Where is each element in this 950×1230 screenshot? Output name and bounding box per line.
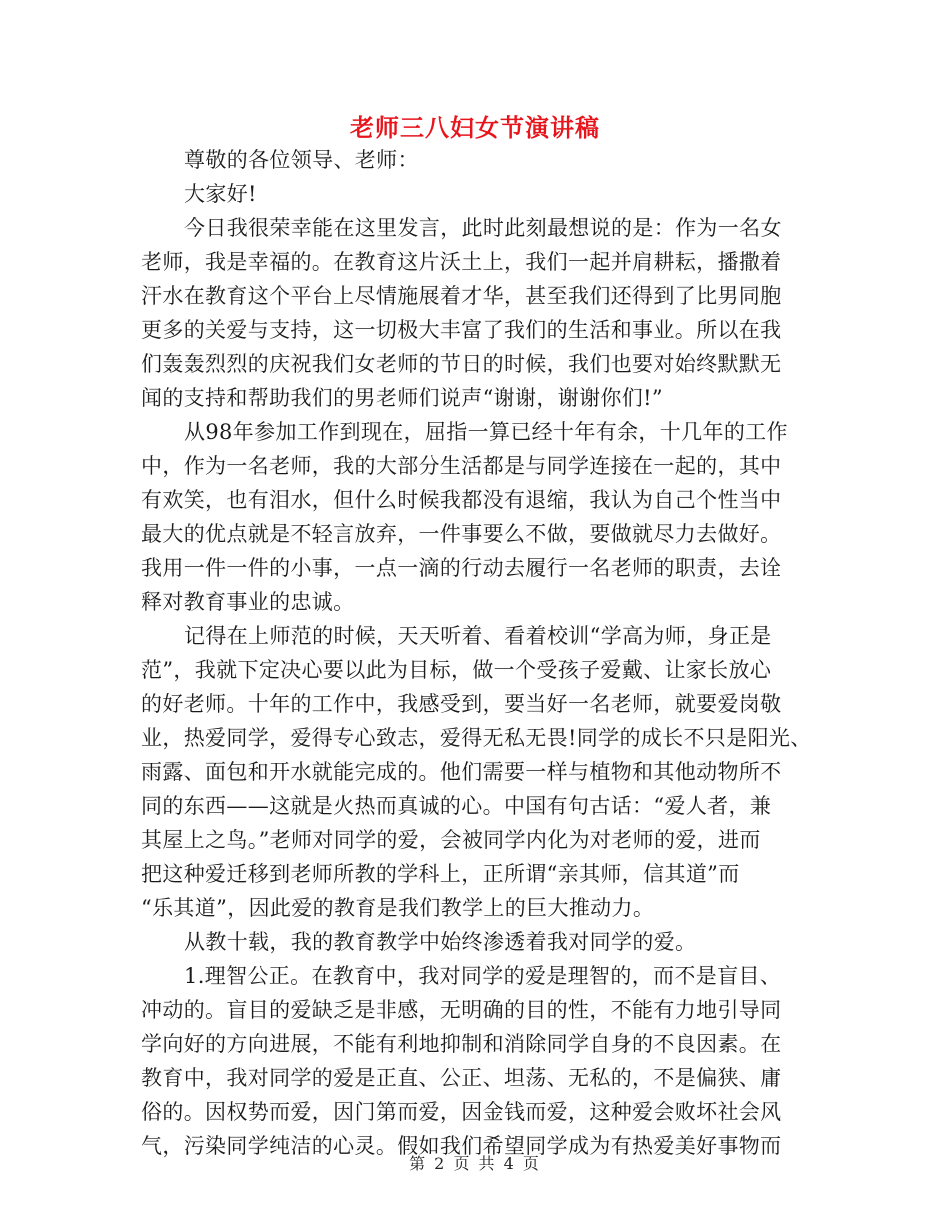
text-line: 尊敬的各位领导、老师： <box>184 148 419 172</box>
text-line: 范”，我就下定决心要以此为目标，做一个受孩子爱戴、让家长放心 <box>141 658 772 682</box>
document-body <box>141 143 821 1163</box>
text-line: 更多的关爱与支持，这一切极大丰富了我们的生活和事业。所以在我 <box>141 318 782 342</box>
text-line: 冲动的。盲目的爱缺乏是非感，无明确的目的性，不能有力地引导同 <box>141 998 782 1022</box>
text-line: 我用一件一件的小事，一点一滴的行动去履行一名老师的职责，去诠 <box>141 556 782 580</box>
text-line: 记得在上师范的时候，天天听着、看着校训“学高为师，身正是 <box>184 624 772 648</box>
text-line: 从98年参加工作到现在，屈指一算已经十年有余，十几年的工作 <box>184 420 788 444</box>
text-line: 1.理智公正。在教育中，我对同学的爱是理智的，而不是盲目、 <box>184 964 782 988</box>
text-line: 俗的。因权势而爱，因门第而爱，因金钱而爱，这种爱会败坏社会风 <box>141 1100 782 1124</box>
text-line: 汗水在教育这个平台上尽情施展着才华，甚至我们还得到了比男同胞 <box>141 284 782 308</box>
text-line: “乐其道”，因此爱的教育是我们教学上的巨大推动力。 <box>141 896 655 920</box>
text-line: 中，作为一名老师，我的大部分生活都是与同学连接在一起的，其中 <box>141 454 782 478</box>
text-line: 从教十载，我的教育教学中始终渗透着我对同学的爱。 <box>184 930 697 954</box>
text-line: 其屋上之鸟。”老师对同学的爱，会被同学内化为对老师的爱，进而 <box>141 828 761 852</box>
text-line: 们轰轰烈烈的庆祝我们女老师的节日的时候，我们也要对始终默默无 <box>141 352 782 376</box>
text-line: 大家好! <box>184 182 257 206</box>
text-line: 有欢笑，也有泪水，但什么时候我都没有退缩，我认为自己个性当中 <box>141 488 782 512</box>
text-line: 雨露、面包和开水就能完成的。他们需要一样与植物和其他动物所不 <box>141 760 782 784</box>
text-line: 老师，我是幸福的。在教育这片沃土上，我们一起并肩耕耘，播撒着 <box>141 250 782 274</box>
text-line: 同的东西——这就是火热而真诚的心。中国有句古话：“爱人者，兼 <box>141 794 772 818</box>
text-line: 教育中，我对同学的爱是正直、公正、坦荡、无私的，不是偏狭、庸 <box>141 1066 782 1090</box>
text-line: 学向好的方向进展，不能有利地抑制和消除同学自身的不良因素。在 <box>141 1032 782 1056</box>
text-line: 释对教育事业的忠诚。 <box>141 590 355 614</box>
text-line: 今日我很荣幸能在这里发言，此时此刻最想说的是：作为一名女 <box>184 216 782 240</box>
text-line: 业，热爱同学，爱得专心致志，爱得无私无畏!同学的成长不只是阳光、 <box>141 726 812 750</box>
document-title: 老师三八妇女节演讲稿 <box>350 113 600 142</box>
text-line: 最大的优点就是不轻言放弃，一件事要么不做，要做就尽力去做好。 <box>141 522 782 546</box>
page-footer: 第 2 页 共 4 页 <box>409 1154 541 1173</box>
text-line: 的好老师。十年的工作中，我感受到，要当好一名老师，就要爱岗敬 <box>141 692 782 716</box>
text-line: 气，污染同学纯洁的心灵。假如我们希望同学成为有热爱美好事物而 <box>141 1134 782 1158</box>
text-line: 把这种爱迁移到老师所教的学科上，正所谓“亲其师，信其道”而 <box>141 862 740 886</box>
text-line: 闻的支持和帮助我们的男老师们说声“谢谢，谢谢你们!” <box>141 386 664 410</box>
